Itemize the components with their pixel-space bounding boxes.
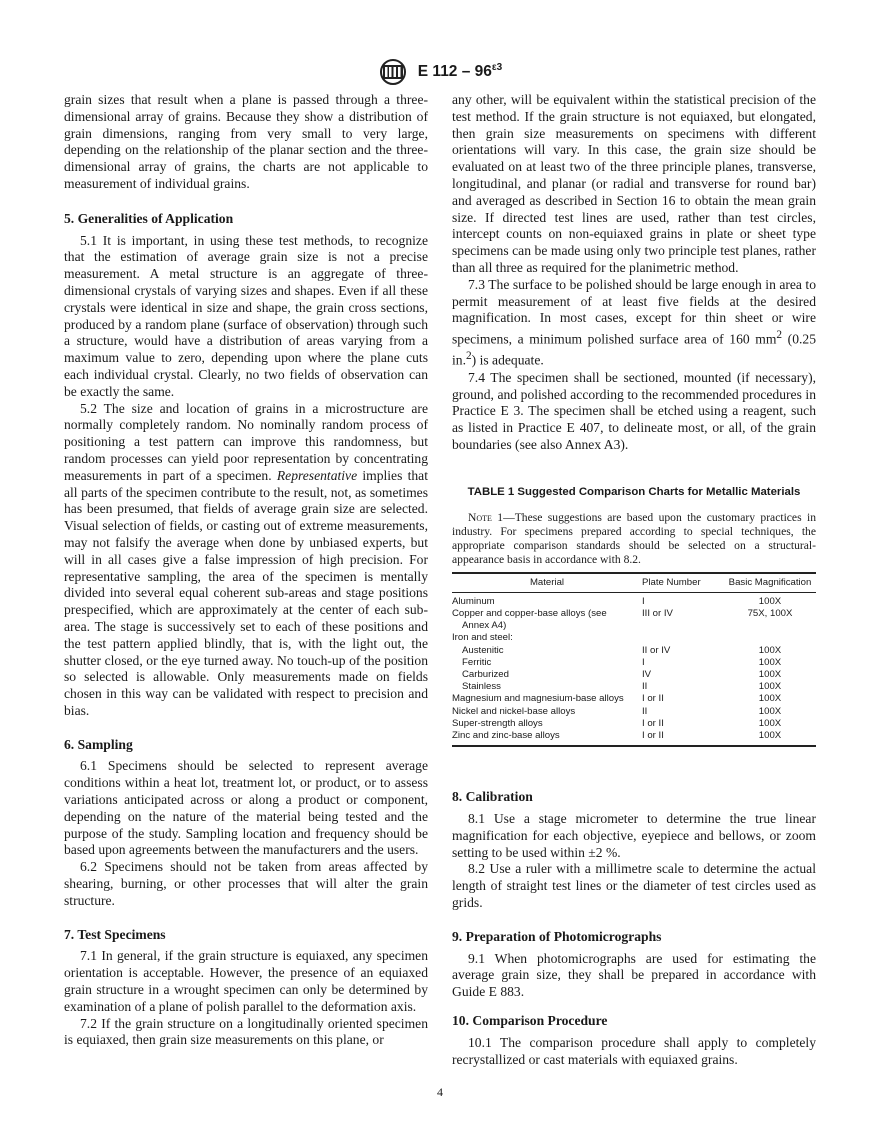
column-header-plate-number: Plate Number: [642, 573, 724, 593]
plate-cell: I: [642, 656, 645, 668]
column-header-basic-magnification: Basic Magnification: [724, 573, 816, 593]
page-number: 4: [437, 1085, 443, 1099]
magnification-cell: [724, 632, 816, 644]
left-column: [64, 92, 428, 1049]
table-1-title: TABLE 1 Suggested Comparison Charts for Metallic Materials: [467, 485, 801, 498]
table-1-note: Note 1—These suggestions are based upon the customary practices in industry. For specimens prepared according to special techniques, the appropriate comparison standards should be selected on a structural-appearance basis in accordance with 8.2.: [452, 510, 816, 566]
material-cell: Magnesium and magnesium-base alloys: [452, 693, 624, 705]
column-header-material: Material: [452, 573, 642, 593]
table-row: [452, 592, 816, 608]
paragraph-9-1: 9.1 When photomicrographs are used for estimating the average grain size, they shall be prepared in accordance with Guide E 883.: [452, 950, 816, 1000]
paragraph-7-2: 7.2 If the grain structure on a longitudinally oriented specimen is equiaxed, then grain size measurements on this plane, or: [64, 1015, 428, 1048]
magnification-cell: 100X: [758, 717, 782, 729]
paragraph-7-3: 7.3 The surface to be polished should be large enough in area to permit measurement of at least five fields at the desired magnification. In most cases, except for thin sheet or wire specimens, a minimum polished surface area of 160 $mm^2$ (0.25 in.$^2$) is adequate.: [452, 276, 816, 369]
material-cell: Aluminum: [452, 595, 495, 607]
document-designation: E $112 - 96^{\varepsilon 3}$: [417, 62, 503, 81]
material-cell: Iron and steel:: [452, 632, 513, 644]
section-9-heading: 9. Preparation of Photomicrographs: [452, 928, 662, 944]
comparison-charts-table: [452, 572, 816, 748]
table-row: [452, 718, 816, 730]
magnification-cell: 100X: [758, 644, 782, 656]
material-cell: Stainless: [462, 681, 501, 693]
astm-logo-icon: [378, 58, 408, 86]
magnification-cell: 100X: [758, 669, 782, 681]
table-row: [452, 693, 816, 705]
plate-cell: II or IV: [642, 644, 671, 656]
plate-cell: III or IV: [642, 608, 673, 619]
plate-cell: I or II: [642, 717, 664, 729]
table-row: [452, 681, 816, 693]
table-row: [452, 669, 816, 681]
section-8-heading: 8. Calibration: [452, 789, 533, 805]
plate-cell: II: [642, 681, 648, 693]
paragraph-5-2: 5.2 The size and location of grains in a microstructure are normally completely random. No nominally random process of positioning a test pattern can improve this randomness, but random processes can yield poor representation by concentrating measurements in part of a specimen. Representative implies that all parts of the specimen contribute to the result, not, as sometimes has been presumed, that fields of average grain size are selected. Visual selection of fields, or casting out of extreme measurements, may not falsify the average when done by unbiased experts, but will in all cases give a false impression of high precision. For representative sampling, the area of the specimen is mentally divided into several equal coherent sub-areas and stage positions prespecified, which are approximately at the center of each sub-area. The stage is successively set to each of these positions and the test pattern applied blindly, that is, with the light out, the shutter closed, or the eye turned away. No touch-up of the position so selected is allowable. Only measurements made on fields chosen in this way can be validated with respect to precision and bias.: [64, 400, 428, 718]
page-header: [0, 58, 880, 86]
section-10-heading: 10. Comparison Procedure: [452, 1013, 608, 1028]
table-row: [452, 608, 816, 632]
table-row: [452, 632, 816, 644]
table-row: [452, 730, 816, 746]
magnification-cell: 75X, 100X: [747, 608, 793, 619]
paragraph-7-1: 7.1 In general, if the grain structure is equiaxed, any specimen orientation is acceptable. However, the presence of an equiaxed grain structure in a wrought specimen can only be determined by examination of a plane of polish parallel to the deformation axis.: [64, 948, 428, 1014]
paragraph-6-1: 6.1 Specimens should be selected to represent average conditions within a heat lot, treatment lot, or product, or to assess variations anticipated across or along a product or component, depending on the nature of the material being tested and the purpose of the study. Sampling location and frequency should be based upon agreements between the manufacturers and the users.: [64, 758, 428, 858]
material-cell: Super-strength alloys: [452, 717, 543, 729]
section-5-heading: 5. Generalities of Application: [64, 210, 234, 226]
paragraph-5-1: 5.1 It is important, in using these test methods, to recognize that the estimation of average grain size is not a precise measurement. A metal structure is an aggregate of three-dimensional crystals of varying sizes and shapes. Even if all these crystals were identical in size and shape, the grain cross sections, produced by a random plane (surface of observation) through such a structure, would have a distribution of areas varying from a maximum value to zero, depending upon where the plane cuts each individual crystal. Clearly, no two fields of observation can be exactly the same.: [64, 232, 428, 399]
table-header-row: [452, 573, 816, 593]
magnification-cell: 100X: [758, 656, 782, 668]
magnification-cell: 100X: [758, 705, 782, 717]
material-cell: Copper and copper-base alloys (see Annex A4): [452, 608, 607, 632]
paragraph-8-1: 8.1 Use a stage micrometer to determine the true linear magnification for each objective, eyepiece and bellows, or zoom setting to be used within ±2 %.: [452, 811, 816, 860]
table-row: [452, 706, 816, 718]
material-cell: Ferritic: [462, 656, 492, 668]
plate-cell: I or II: [642, 693, 664, 705]
table-row: [452, 645, 816, 657]
material-cell: Nickel and nickel-base alloys: [452, 705, 576, 717]
magnification-cell: 100X: [724, 730, 816, 746]
magnification-cell: 100X: [758, 693, 782, 705]
magnification-cell: 100X: [758, 681, 782, 693]
section-6-heading: 6. Sampling: [64, 736, 133, 752]
plate-cell: I: [642, 595, 645, 607]
plate-cell: [642, 632, 724, 644]
table-row: [452, 657, 816, 669]
paragraph-7-2-continued: any other, will be equivalent within the statistical precision of the test method. If the grain structure is not equiaxed, but elongated, then grain size measurements on specimens with different orientations will vary. In this case, the grain size should be evaluated on at least two of the three principle planes, transverse, longitudinal, and planar (or radial and transverse for round bar) and averaged as described in Section 16 to obtain the mean grain size. If directed test lines are used, rather than test circles, intercept counts on non-equiaxed grains in plate or sheet type specimens can be made using only two principle test planes, rather than all three as required for the planimetric method.: [452, 92, 816, 275]
right-column: [452, 92, 816, 1068]
material-cell: Zinc and zinc-base alloys: [452, 730, 642, 746]
section-7-heading: 7. Test Specimens: [64, 926, 166, 942]
plate-cell: IV: [642, 669, 652, 681]
paragraph-10-1: 10.1 The comparison procedure shall apply to completely recrystallized or cast materials with equiaxed grains.: [452, 1034, 816, 1067]
magnification-cell: 100X: [758, 595, 782, 607]
representative-term: Representative: [276, 467, 358, 483]
plate-cell: II: [642, 705, 648, 717]
paragraph-8-2: 8.2 Use a ruler with a millimetre scale to determine the actual length of straight test lines or the diameter of test circles used as grids.: [452, 861, 816, 911]
material-cell: Austenitic: [462, 644, 504, 656]
paragraph-6-2: 6.2 Specimens should not be taken from areas affected by shearing, burning, or other processes that will alter the grain structure.: [64, 859, 428, 908]
paragraph-7-4: 7.4 The specimen shall be sectioned, mounted (if necessary), ground, and polished according to the recommended procedures in Practice E 3. The specimen shall be etched using a reagent, such as listed in Practice E 407, to delineate most, or all, of the grain boundaries (see also Annex A3).: [452, 369, 816, 452]
plate-cell: I or II: [642, 730, 724, 746]
material-cell: Carburized: [462, 669, 509, 681]
intro-paragraph: grain sizes that result when a plane is passed through a three-dimensional array of grains. Because they show a distribution of grain dimensions, ranging from very small to very large, depending on the relationship of the planar section and the three-dimensional array of grains, the charts are not applicable to measurement of individual grains.: [64, 92, 428, 191]
